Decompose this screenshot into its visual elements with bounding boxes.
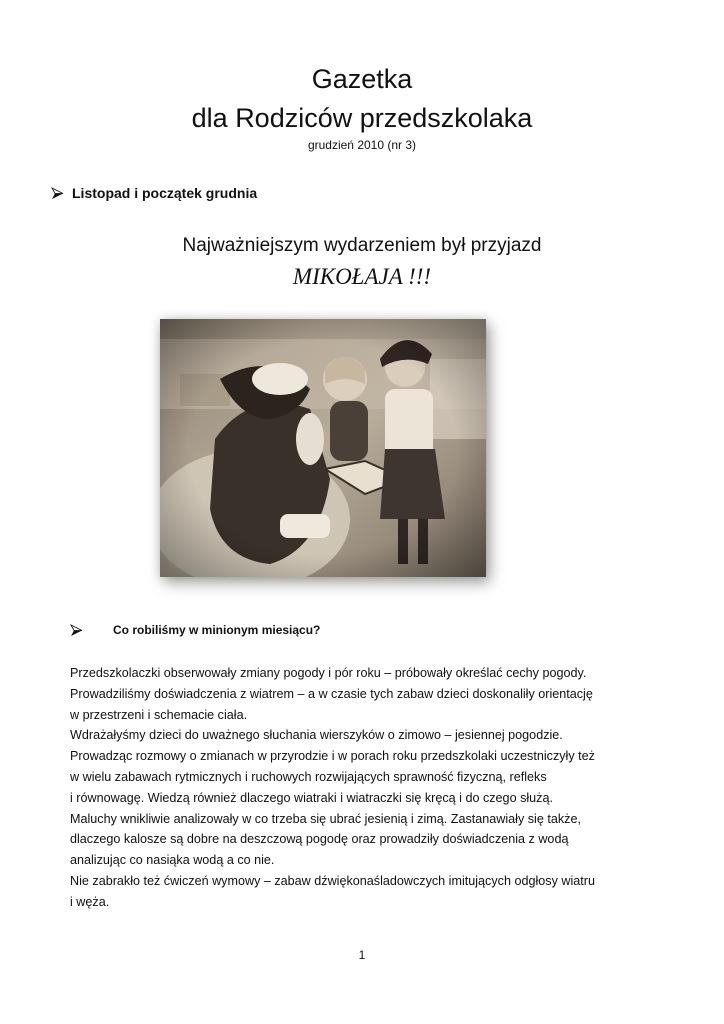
page-number: 1 (358, 948, 366, 962)
body-line: Prowadziliśmy doświadczenia z wiatrem – a w czasie tych zabaw dzieci doskonaliły orientację (70, 686, 593, 701)
santa-photo (160, 319, 486, 577)
body-line: Maluchy wnikliwie analizowały w co trzeba się ubrać jesienią i zimą. Zastanawiały się także, (70, 811, 581, 826)
santa-highlight: MIKOŁAJA !!! (292, 264, 432, 289)
body-line: i węża. (70, 894, 110, 909)
body-line: w przestrzeni i schemacie ciała. (70, 707, 248, 722)
newsletter-title: Gazetka (311, 64, 413, 94)
arrow-bullet-icon (70, 624, 83, 637)
arrow-bullet-icon (51, 187, 64, 200)
newsletter-title-subline: dla Rodziców przedszkolaka (191, 103, 533, 133)
section-heading-last-month (70, 623, 320, 637)
lead-sentence: Najważniejszym wydarzeniem był przyjazd (182, 235, 542, 256)
body-line: Wdrażałyśmy dzieci do uważnego słuchania wierszyków o zimowo – jesiennej pogodzie. (70, 728, 563, 743)
body-line: Nie zabrakło też ćwiczeń wymowy – zabaw dźwiękonaśladowczych imitujących odgłosy wiatru (70, 873, 595, 888)
photo-santa-with-children-icon (160, 319, 486, 577)
body-line: Przedszkolaczki obserwowały zmiany pogody i pór roku – próbowały określać cechy pogody. (70, 666, 587, 680)
body-line: i równowagę. Wiedzą również dlaczego wiatraki i wiatraczki się kręcą i do czego służą. (70, 790, 553, 805)
section-heading-label: Listopad i początek grudnia (72, 185, 258, 201)
body-line: Prowadząc rozmowy o zmianach w przyrodzie i w porach roku przedszkolaki uczestniczyły też (70, 749, 595, 764)
section-heading-label: Co robiliśmy w minionym miesiącu? (113, 623, 321, 637)
section-heading-november (51, 185, 257, 201)
body-line: analizując co nasiąka wodą a co nie. (70, 853, 275, 868)
issue-date: grudzień 2010 (nr 3) (307, 138, 417, 152)
activities-paragraph (70, 663, 650, 913)
body-line: w wielu zabawach rytmicznych i ruchowych rozwijających sprawność fizyczną, refleks (70, 769, 547, 784)
body-line: dlaczego kalosze są dobre na deszczową pogodę oraz prowadziły doświadczenia z wodą (70, 832, 569, 847)
